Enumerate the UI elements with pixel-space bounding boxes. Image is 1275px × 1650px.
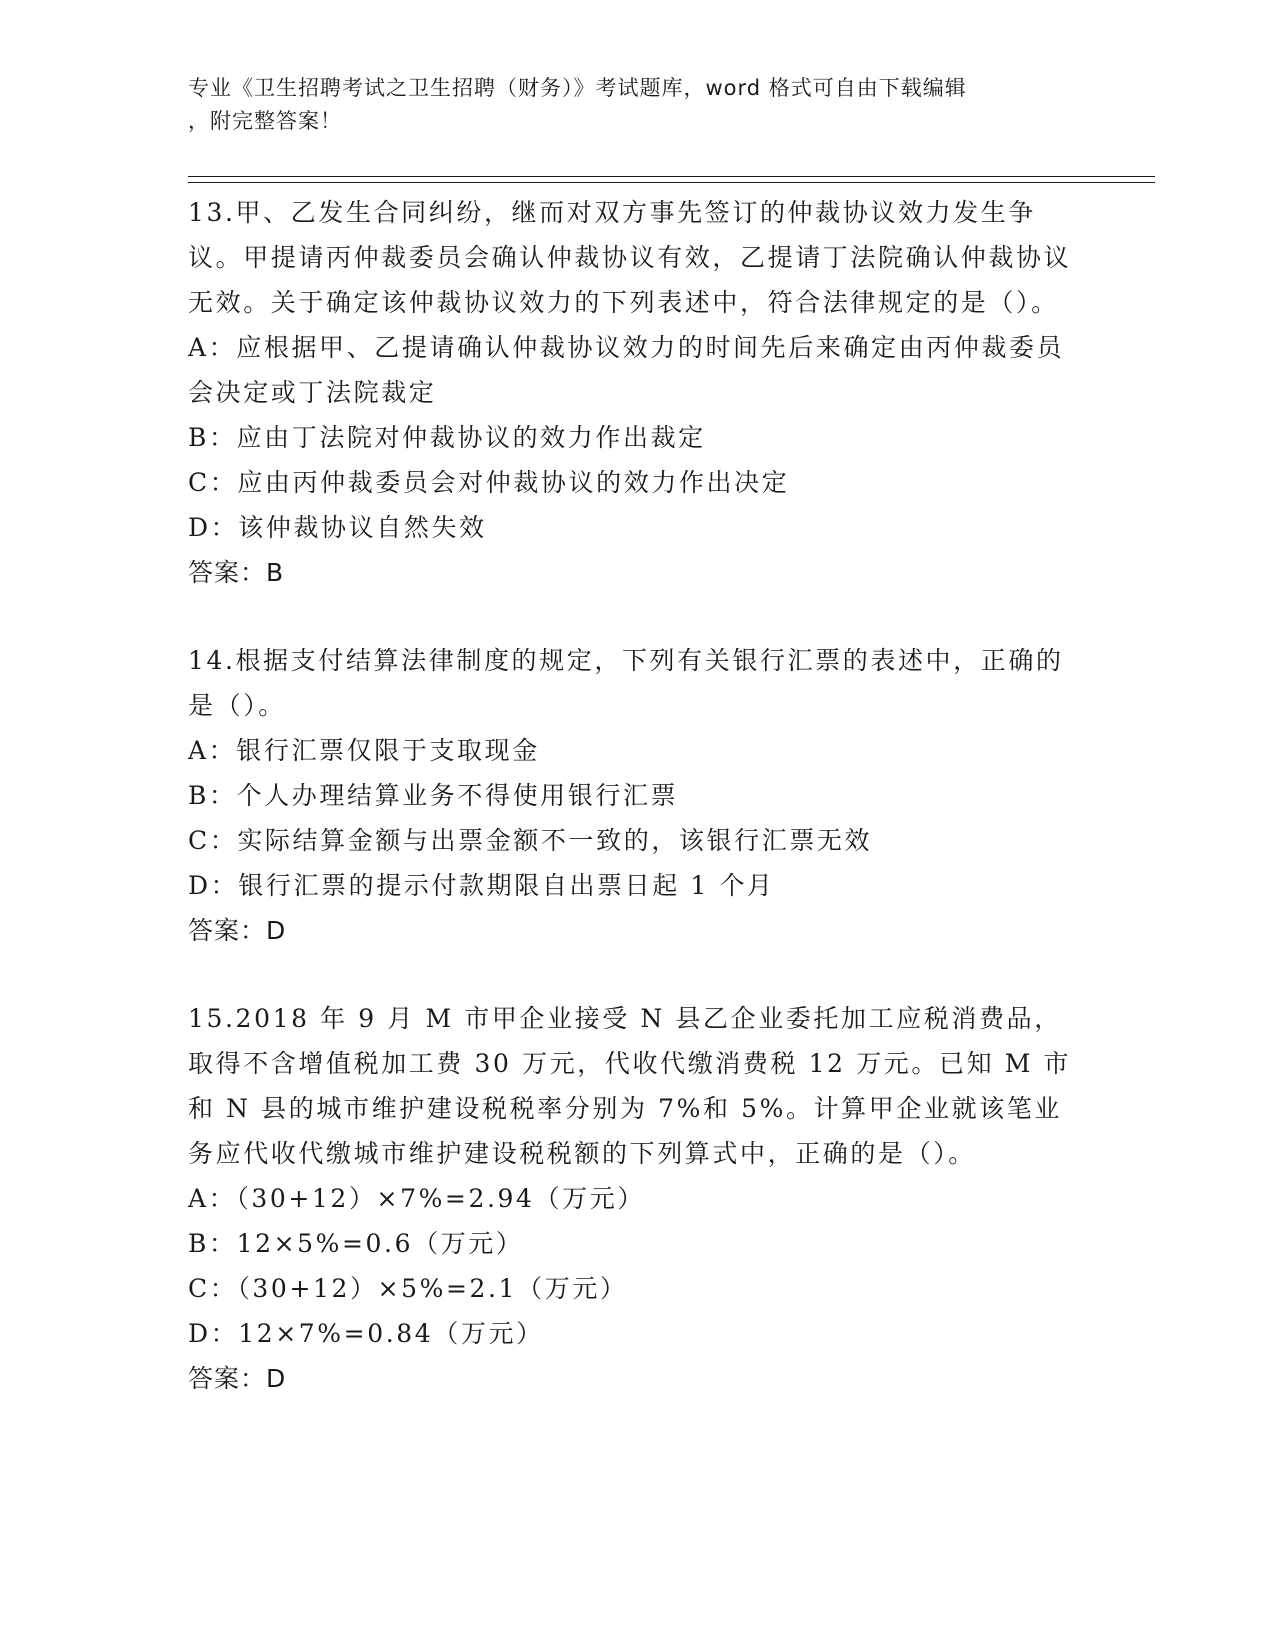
document-header: 专业《卫生招聘考试之卫生招聘（财务）》考试题库，word 格式可自由下载编辑 ，附完整答案！ xyxy=(188,76,967,133)
question-stem: 15.2018 年 9 月 M 市甲企业接受 N 县乙企业委托加工应税消费品，取得不含增值税加工费 30 万元，代收代缴消费税 12 万元。已知 M 市和 N 县的城市维护建设税税率分别为 7%和 5%。计算甲企业就该笔业务应代收代缴城市维护建设税税额的下列算式中，正确的是（）。 xyxy=(188,1004,1072,1168)
option-c: C：应由丙仲裁委员会对仲裁协议的效力作出决定 xyxy=(188,468,790,497)
option-a: A：银行汇票仅限于支取现金 xyxy=(188,736,540,765)
question-14 xyxy=(188,638,1088,954)
question-list xyxy=(188,190,1088,1444)
answer-label: 答案：D xyxy=(188,1364,287,1393)
question-stem: 14.根据支付结算法律制度的规定，下列有关银行汇票的表述中，正确的是（）。 xyxy=(188,646,1064,720)
question-13 xyxy=(188,190,1088,596)
option-a: A：应根据甲、乙提请确认仲裁协议效力的时间先后来确定由丙仲裁委员会决定或丁法院裁定 xyxy=(188,333,1065,407)
question-15 xyxy=(188,996,1088,1402)
option-c: C：（30+12）×5%=2.1（万元） xyxy=(188,1274,628,1303)
option-d: D：该仲裁协议自然失效 xyxy=(188,513,487,542)
answer-label: 答案：D xyxy=(188,916,287,945)
header-divider-top xyxy=(188,176,1155,177)
option-b: B：个人办理结算业务不得使用银行汇票 xyxy=(188,781,679,810)
option-d: D：12×7%=0.84（万元） xyxy=(188,1319,544,1348)
option-a: A：（30+12）×7%=2.94（万元） xyxy=(188,1184,645,1213)
option-d: D：银行汇票的提示付款期限自出票日起 1 个月 xyxy=(188,871,775,900)
answer-label: 答案：B xyxy=(188,558,285,587)
header-divider-bottom xyxy=(188,182,1155,183)
question-stem: 13.甲、乙发生合同纠纷，继而对双方事先签订的仲裁协议效力发生争议。甲提请丙仲裁委员会确认仲裁协议有效，乙提请丁法院确认仲裁协议无效。关于确定该仲裁协议效力的下列表述中，符合法律规定的是（）。 xyxy=(188,198,1072,317)
option-b: B：12×5%=0.6（万元） xyxy=(188,1229,524,1258)
option-c: C：实际结算金额与出票金额不一致的，该银行汇票无效 xyxy=(188,826,873,855)
option-b: B：应由丁法院对仲裁协议的效力作出裁定 xyxy=(188,423,706,452)
